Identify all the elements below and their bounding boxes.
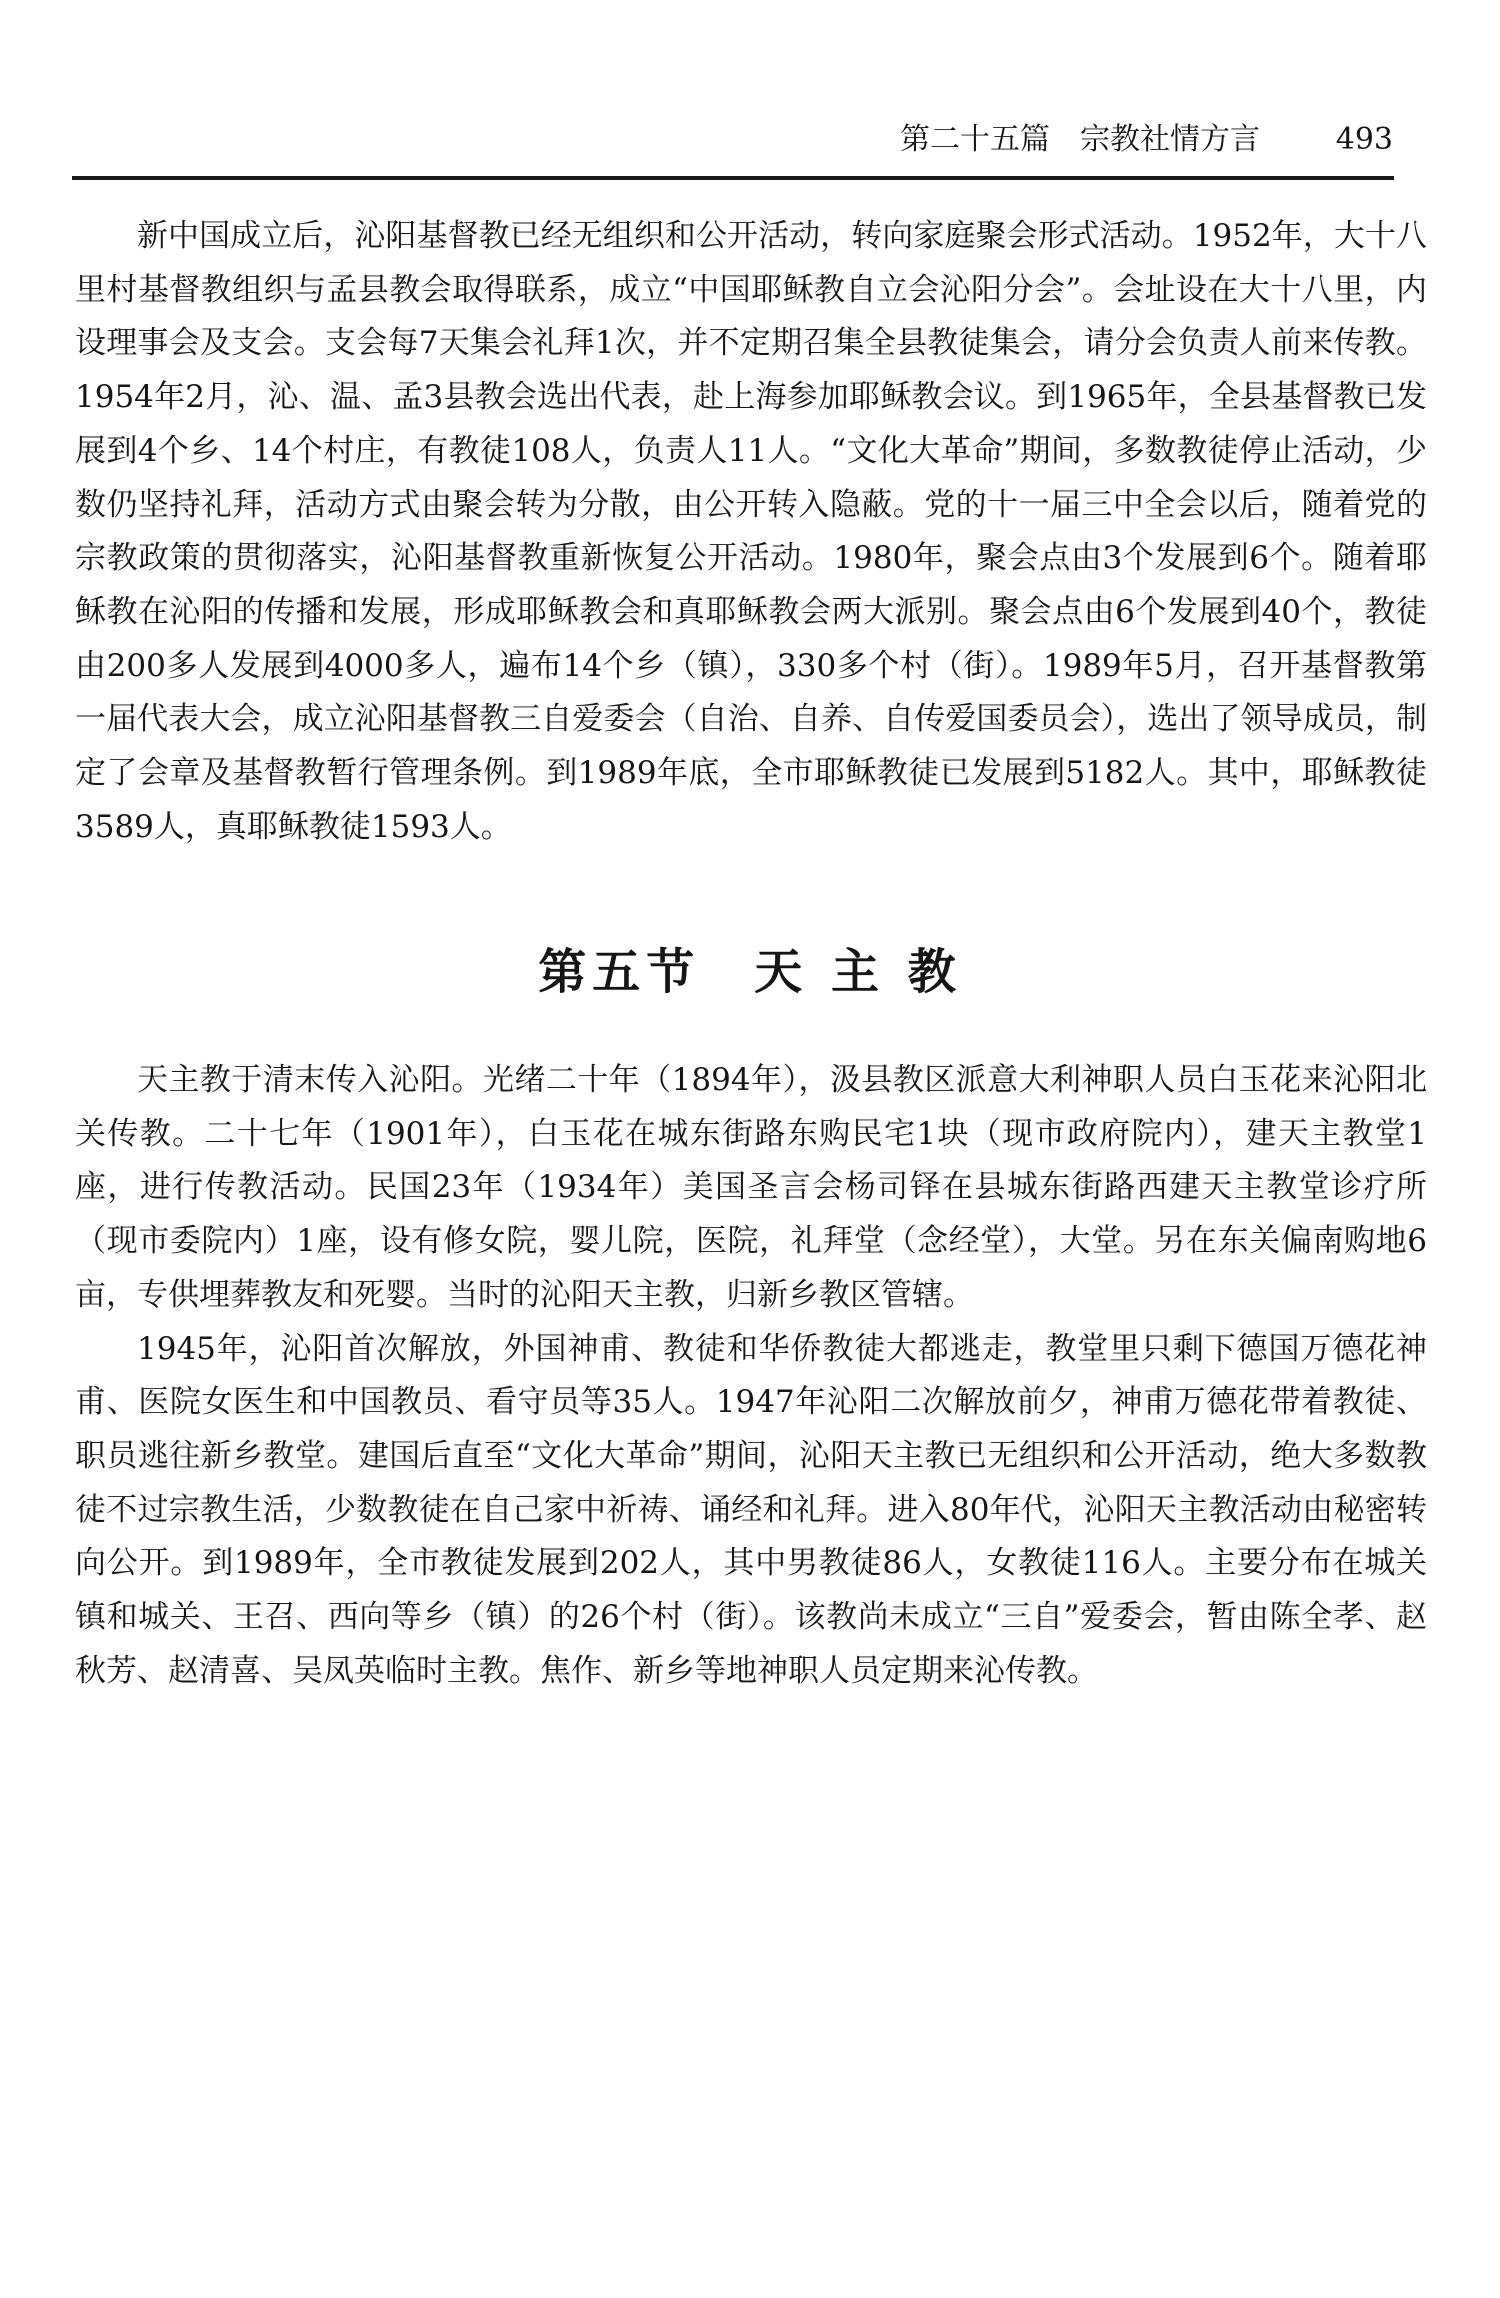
running-header <box>900 120 1393 160</box>
paragraph: 天主教于清末传入沁阳。光绪二十年（1894年），汲县教区派意大利神职人员白玉花来沁阳北关传教。二十七年（1901年），白玉花在城东街路东购民宅1块（现市政府院内），建天主教堂1座，进行传教活动。民国23年（1934年）美国圣言会杨司铎在县城东街路西建天主教堂诊疗所（现市委院内）1座，设有修女院，婴儿院，医院，礼拜堂（念经堂），大堂。另在东关偏南购地6亩，专供埋葬教友和死婴。当时的沁阳天主教，归新乡教区管辖。 <box>75 1062 1427 1313</box>
page-number: 493 <box>1335 122 1393 157</box>
header-section-name: 第二十五篇 宗教社情方言 <box>900 122 1260 157</box>
paragraph: 新中国成立后，沁阳基督教已经无组织和公开活动，转向家庭聚会形式活动。1952年，大十八里村基督教组织与孟县教会取得联系，成立“中国耶稣教自立会沁阳分会”。会址设在大十八里，内设理事会及支会。支会每7天集会礼拜1次，并不定期召集全县教徒集会，请分会负责人前来传教。1954年2月，沁、温、孟3县教会选出代表，赴上海参加耶稣教会议。到1965年，全县基督教已发展到4个乡、14个村庄，有教徒108人，负责人11人。“文化大革命”期间，多数教徒停止活动，少数仍坚持礼拜，活动方式由聚会转为分散，由公开转入隐蔽。党的十一届三中全会以后，随着党的宗教政策的贯彻落实，沁阳基督教重新恢复公开活动。1980年，聚会点由3个发展到6个。随着耶稣教在沁阳的传播和发展，形成耶稣教会和真耶稣教会两大派别。聚会点由6个发展到40个，教徒由200多人发展到4000多人，遍布14个乡（镇），330多个村（街）。1989年5月，召开基督教第一届代表大会，成立沁阳基督教三自爱委会（自治、自养、自传爱国委员会），选出了领导成员，制定了会章及基督教暂行管理条例。到1989年底，全市耶稣教徒已发展到5182人。其中，耶稣教徒3589人，真耶稣教徒1593人。 <box>75 218 1427 845</box>
paragraph: 1945年，沁阳首次解放，外国神甫、教徒和华侨教徒大都逃走，教堂里只剩下德国万德花神甫、医院女医生和中国教员、看守员等35人。1947年沁阳二次解放前夕，神甫万德花带着教徒、职员逃往新乡教堂。建国后直至“文化大革命”期间，沁阳天主教已无组织和公开活动，绝大多数教徒不过宗教生活，少数教徒在自己家中祈祷、诵经和礼拜。进入80年代，沁阳天主教活动由秘密转向公开。到1989年，全市教徒发展到202人，其中男教徒86人，女教徒116人。主要分布在城关镇和城关、王召、西向等乡（镇）的26个村（街）。该教尚未成立“三自”爱委会，暂由陈全孝、赵秋芳、赵清喜、吴凤英临时主教。焦作、新乡等地神职人员定期来沁传教。 <box>75 1330 1427 1689</box>
protestant-text-block <box>75 210 1427 854</box>
section-title: 第五节 天 主 教 <box>538 944 962 1000</box>
header-rule <box>72 176 1394 180</box>
catholic-text-block <box>75 1054 1427 1698</box>
